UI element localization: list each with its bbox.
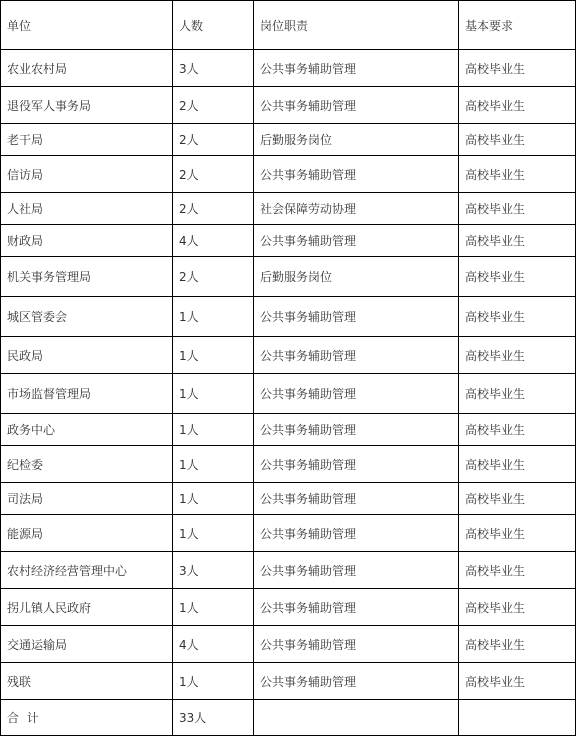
requirement-cell: 高校毕业生 bbox=[459, 257, 576, 297]
duty-cell: 公共事务辅助管理 bbox=[254, 663, 459, 700]
unit-cell: 城区管委会 bbox=[1, 297, 173, 337]
table-row bbox=[1, 87, 576, 124]
count-cell: 1人 bbox=[173, 337, 254, 374]
table-row bbox=[1, 257, 576, 297]
duty-cell: 公共事务辅助管理 bbox=[254, 414, 459, 446]
header-cell-duty: 岗位职责 bbox=[254, 1, 459, 50]
requirement-cell: 高校毕业生 bbox=[459, 589, 576, 626]
unit-cell: 交通运输局 bbox=[1, 626, 173, 663]
unit-cell: 机关事务管理局 bbox=[1, 257, 173, 297]
table-row bbox=[1, 663, 576, 700]
duty-cell: 公共事务辅助管理 bbox=[254, 337, 459, 374]
count-cell: 1人 bbox=[173, 297, 254, 337]
count-cell: 1人 bbox=[173, 374, 254, 414]
requirement-cell: 高校毕业生 bbox=[459, 552, 576, 589]
table-row bbox=[1, 374, 576, 414]
table-header-row bbox=[1, 1, 576, 50]
count-cell: 1人 bbox=[173, 483, 254, 515]
duty-cell: 公共事务辅助管理 bbox=[254, 87, 459, 124]
requirement-cell: 高校毕业生 bbox=[459, 297, 576, 337]
unit-cell: 残联 bbox=[1, 663, 173, 700]
table-row bbox=[1, 446, 576, 483]
table-row bbox=[1, 193, 576, 225]
table-row bbox=[1, 414, 576, 446]
count-cell: 2人 bbox=[173, 257, 254, 297]
unit-cell: 司法局 bbox=[1, 483, 173, 515]
unit-cell: 政务中心 bbox=[1, 414, 173, 446]
requirement-cell: 高校毕业生 bbox=[459, 446, 576, 483]
table-row bbox=[1, 156, 576, 193]
duty-cell: 后勤服务岗位 bbox=[254, 257, 459, 297]
total-label-cell: 合 计 bbox=[1, 700, 173, 736]
count-cell: 1人 bbox=[173, 515, 254, 552]
count-cell: 3人 bbox=[173, 50, 254, 87]
count-cell: 1人 bbox=[173, 589, 254, 626]
unit-cell: 纪检委 bbox=[1, 446, 173, 483]
unit-cell: 财政局 bbox=[1, 225, 173, 257]
duty-cell: 公共事务辅助管理 bbox=[254, 626, 459, 663]
requirement-cell: 高校毕业生 bbox=[459, 87, 576, 124]
count-cell: 1人 bbox=[173, 663, 254, 700]
requirement-cell: 高校毕业生 bbox=[459, 374, 576, 414]
unit-cell: 退役军人事务局 bbox=[1, 87, 173, 124]
count-cell: 2人 bbox=[173, 193, 254, 225]
unit-cell: 人社局 bbox=[1, 193, 173, 225]
requirement-cell: 高校毕业生 bbox=[459, 337, 576, 374]
requirement-cell: 高校毕业生 bbox=[459, 483, 576, 515]
unit-cell: 拐儿镇人民政府 bbox=[1, 589, 173, 626]
table-row bbox=[1, 50, 576, 87]
requirement-cell: 高校毕业生 bbox=[459, 414, 576, 446]
requirement-cell: 高校毕业生 bbox=[459, 124, 576, 156]
requirement-cell: 高校毕业生 bbox=[459, 50, 576, 87]
count-cell: 2人 bbox=[173, 124, 254, 156]
count-cell: 1人 bbox=[173, 446, 254, 483]
table-row bbox=[1, 124, 576, 156]
duty-cell: 公共事务辅助管理 bbox=[254, 50, 459, 87]
total-count-cell: 33人 bbox=[173, 700, 254, 736]
duty-cell: 社会保障劳动协理 bbox=[254, 193, 459, 225]
requirement-cell: 高校毕业生 bbox=[459, 626, 576, 663]
header-cell-unit: 单位 bbox=[1, 1, 173, 50]
duty-cell: 公共事务辅助管理 bbox=[254, 374, 459, 414]
unit-cell: 能源局 bbox=[1, 515, 173, 552]
table-row bbox=[1, 589, 576, 626]
table-row bbox=[1, 515, 576, 552]
requirement-cell: 高校毕业生 bbox=[459, 193, 576, 225]
unit-cell: 老干局 bbox=[1, 124, 173, 156]
duty-cell: 公共事务辅助管理 bbox=[254, 483, 459, 515]
header-cell-count: 人数 bbox=[173, 1, 254, 50]
requirement-cell: 高校毕业生 bbox=[459, 225, 576, 257]
table-row bbox=[1, 483, 576, 515]
requirement-cell: 高校毕业生 bbox=[459, 156, 576, 193]
duty-cell: 公共事务辅助管理 bbox=[254, 297, 459, 337]
table-row bbox=[1, 297, 576, 337]
duty-cell: 公共事务辅助管理 bbox=[254, 589, 459, 626]
duty-cell: 公共事务辅助管理 bbox=[254, 515, 459, 552]
requirement-cell: 高校毕业生 bbox=[459, 663, 576, 700]
duty-cell: 公共事务辅助管理 bbox=[254, 446, 459, 483]
count-cell: 4人 bbox=[173, 225, 254, 257]
table-row bbox=[1, 626, 576, 663]
unit-cell: 市场监督管理局 bbox=[1, 374, 173, 414]
duty-cell: 后勤服务岗位 bbox=[254, 124, 459, 156]
requirement-cell: 高校毕业生 bbox=[459, 515, 576, 552]
duty-cell: 公共事务辅助管理 bbox=[254, 552, 459, 589]
table-row bbox=[1, 337, 576, 374]
unit-cell: 农业农村局 bbox=[1, 50, 173, 87]
count-cell: 3人 bbox=[173, 552, 254, 589]
header-cell-requirement: 基本要求 bbox=[459, 1, 576, 50]
count-cell: 2人 bbox=[173, 87, 254, 124]
count-cell: 2人 bbox=[173, 156, 254, 193]
table-row bbox=[1, 225, 576, 257]
unit-cell: 民政局 bbox=[1, 337, 173, 374]
count-cell: 1人 bbox=[173, 414, 254, 446]
duty-cell: 公共事务辅助管理 bbox=[254, 156, 459, 193]
unit-cell: 农村经济经营管理中心 bbox=[1, 552, 173, 589]
count-cell: 4人 bbox=[173, 626, 254, 663]
unit-cell: 信访局 bbox=[1, 156, 173, 193]
duty-cell: 公共事务辅助管理 bbox=[254, 225, 459, 257]
table-row bbox=[1, 552, 576, 589]
